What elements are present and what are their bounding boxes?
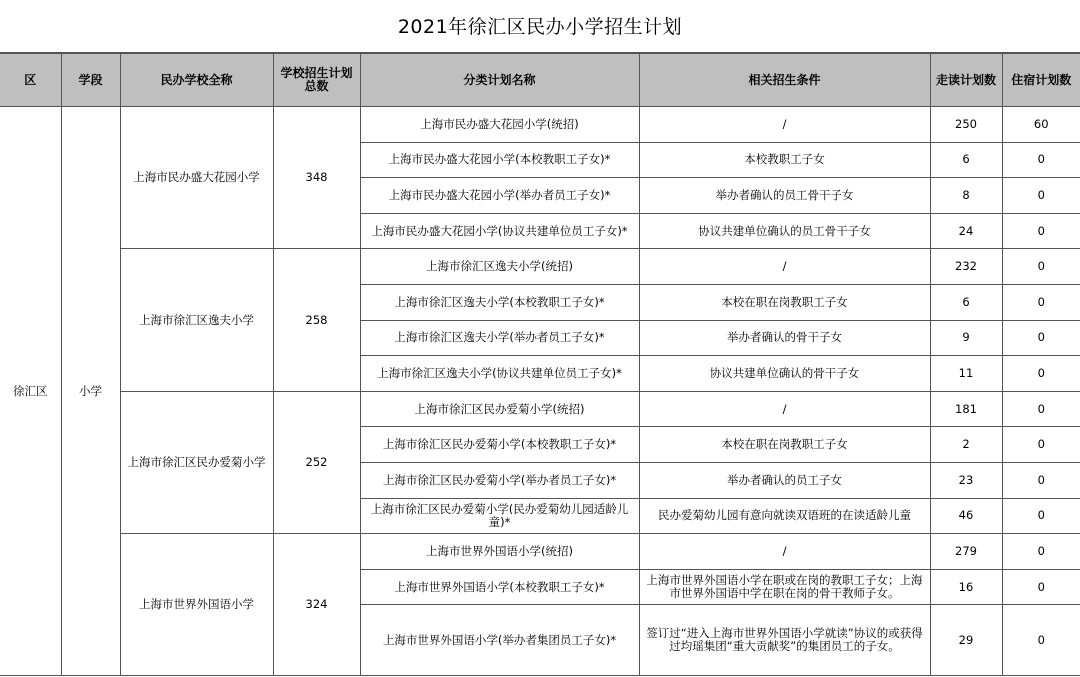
stage-cell: 小学 xyxy=(61,107,120,676)
boarding-count-cell: 0 xyxy=(1002,320,1080,356)
school-total-cell: 348 xyxy=(273,107,360,249)
boarding-count-cell: 0 xyxy=(1002,534,1080,570)
boarding-count-cell: 0 xyxy=(1002,356,1080,392)
plan-name-cell: 上海市徐汇区民办爱菊小学(举办者员工子女)* xyxy=(360,462,639,498)
table-row xyxy=(0,391,1080,427)
table-row xyxy=(0,249,1080,285)
plan-name-cell: 上海市世界外国语小学(本校教职工子女)* xyxy=(360,569,639,605)
day-count-cell: 16 xyxy=(930,569,1002,605)
school-name-cell: 上海市徐汇区逸夫小学 xyxy=(120,249,273,391)
plan-name-cell: 上海市民办盛大花园小学(统招) xyxy=(360,107,639,143)
table-row xyxy=(0,534,1080,570)
boarding-count-cell: 0 xyxy=(1002,178,1080,214)
condition-cell: / xyxy=(639,534,930,570)
condition-cell: 本校在职在岗教职工子女 xyxy=(639,427,930,463)
day-count-cell: 9 xyxy=(930,320,1002,356)
day-count-cell: 232 xyxy=(930,249,1002,285)
plan-name-cell: 上海市徐汇区逸夫小学(统招) xyxy=(360,249,639,285)
plan-name-cell: 上海市徐汇区民办爱菊小学(本校教职工子女)* xyxy=(360,427,639,463)
condition-cell: 协议共建单位确认的员工骨干子女 xyxy=(639,213,930,249)
school-total-cell: 258 xyxy=(273,249,360,391)
condition-cell: / xyxy=(639,249,930,285)
header-district: 区 xyxy=(0,54,61,107)
condition-cell: 民办爱菊幼儿园有意向就读双语班的在读适龄儿童 xyxy=(639,498,930,534)
school-total-cell: 324 xyxy=(273,534,360,676)
plan-name-cell: 上海市徐汇区民办爱菊小学(民办爱菊幼儿园适龄儿童)* xyxy=(360,498,639,534)
day-count-cell: 8 xyxy=(930,178,1002,214)
enrollment-plan-table xyxy=(0,53,1080,676)
header-total: 学校招生计划总数 xyxy=(273,54,360,107)
boarding-count-cell: 0 xyxy=(1002,213,1080,249)
plan-name-cell: 上海市徐汇区逸夫小学(本校教职工子女)* xyxy=(360,284,639,320)
table-row xyxy=(0,107,1080,143)
day-count-cell: 279 xyxy=(930,534,1002,570)
boarding-count-cell: 60 xyxy=(1002,107,1080,143)
school-name-cell: 上海市民办盛大花园小学 xyxy=(120,107,273,249)
boarding-count-cell: 0 xyxy=(1002,284,1080,320)
boarding-count-cell: 0 xyxy=(1002,462,1080,498)
plan-name-cell: 上海市世界外国语小学(统招) xyxy=(360,534,639,570)
header-plan-name: 分类计划名称 xyxy=(360,54,639,107)
condition-cell: / xyxy=(639,107,930,143)
plan-name-cell: 上海市民办盛大花园小学(举办者员工子女)* xyxy=(360,178,639,214)
condition-cell: 上海市世界外国语小学在职或在岗的教职工子女；上海市世界外国语中学在职在岗的骨干教师子女。 xyxy=(639,569,930,605)
plan-name-cell: 上海市徐汇区逸夫小学(举办者员工子女)* xyxy=(360,320,639,356)
boarding-count-cell: 0 xyxy=(1002,142,1080,178)
day-count-cell: 2 xyxy=(930,427,1002,463)
boarding-count-cell: 0 xyxy=(1002,605,1080,676)
condition-cell: 举办者确认的骨干子女 xyxy=(639,320,930,356)
header-day: 走读计划数 xyxy=(930,54,1002,107)
condition-cell: 举办者确认的员工子女 xyxy=(639,462,930,498)
day-count-cell: 6 xyxy=(930,142,1002,178)
condition-cell: / xyxy=(639,391,930,427)
school-total-cell: 252 xyxy=(273,391,360,533)
day-count-cell: 6 xyxy=(930,284,1002,320)
header-row xyxy=(0,54,1080,107)
condition-cell: 本校在职在岗教职工子女 xyxy=(639,284,930,320)
school-name-cell: 上海市徐汇区民办爱菊小学 xyxy=(120,391,273,533)
boarding-count-cell: 0 xyxy=(1002,249,1080,285)
plan-name-cell: 上海市徐汇区逸夫小学(协议共建单位员工子女)* xyxy=(360,356,639,392)
day-count-cell: 29 xyxy=(930,605,1002,676)
day-count-cell: 250 xyxy=(930,107,1002,143)
boarding-count-cell: 0 xyxy=(1002,427,1080,463)
day-count-cell: 11 xyxy=(930,356,1002,392)
header-boarding: 住宿计划数 xyxy=(1002,54,1080,107)
boarding-count-cell: 0 xyxy=(1002,569,1080,605)
header-conditions: 相关招生条件 xyxy=(639,54,930,107)
plan-name-cell: 上海市世界外国语小学(举办者集团员工子女)* xyxy=(360,605,639,676)
condition-cell: 本校教职工子女 xyxy=(639,142,930,178)
district-cell: 徐汇区 xyxy=(0,107,61,676)
school-name-cell: 上海市世界外国语小学 xyxy=(120,534,273,676)
condition-cell: 签订过“进入上海市世界外国语小学就读”协议的或获得过均瑶集团“重大贡献奖”的集团员工的子女。 xyxy=(639,605,930,676)
day-count-cell: 23 xyxy=(930,462,1002,498)
boarding-count-cell: 0 xyxy=(1002,391,1080,427)
header-school: 民办学校全称 xyxy=(120,54,273,107)
boarding-count-cell: 0 xyxy=(1002,498,1080,534)
header-stage: 学段 xyxy=(61,54,120,107)
condition-cell: 协议共建单位确认的骨干子女 xyxy=(639,356,930,392)
plan-name-cell: 上海市民办盛大花园小学(本校教职工子女)* xyxy=(360,142,639,178)
day-count-cell: 46 xyxy=(930,498,1002,534)
day-count-cell: 181 xyxy=(930,391,1002,427)
plan-name-cell: 上海市徐汇区民办爱菊小学(统招) xyxy=(360,391,639,427)
page-title: 2021年徐汇区民办小学招生计划 xyxy=(0,0,1080,53)
day-count-cell: 24 xyxy=(930,213,1002,249)
plan-name-cell: 上海市民办盛大花园小学(协议共建单位员工子女)* xyxy=(360,213,639,249)
condition-cell: 举办者确认的员工骨干子女 xyxy=(639,178,930,214)
